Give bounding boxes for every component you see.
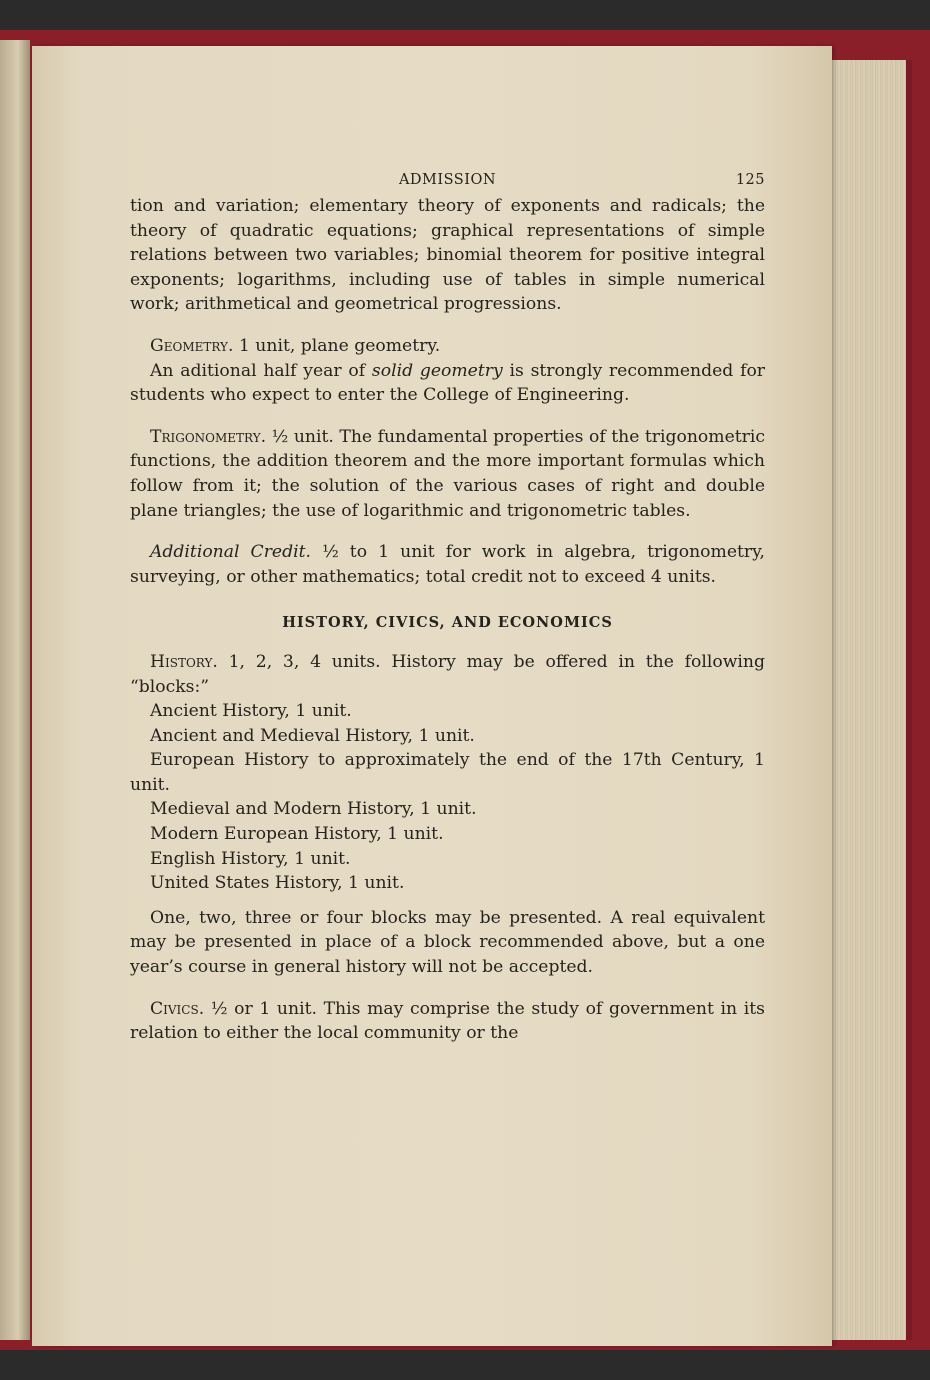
history-block: European History to approximately the end of the 17th Century, 1 unit. [130, 750, 765, 795]
civics-paragraph [130, 997, 765, 1046]
additional-credit-text: ½ to 1 unit for work in algebra, trigonometry, surveying, or other mathematics; total credit not to exceed 4 units. [130, 542, 765, 587]
geometry-note-paragraph [130, 359, 765, 408]
additional-credit-paragraph [130, 540, 765, 589]
page-fore-edge [826, 60, 912, 1340]
geometry-heading: Geometry. [150, 335, 234, 356]
page-number: 125 [735, 172, 765, 188]
history-block: United States History, 1 unit. [150, 873, 405, 894]
geometry-text: 1 unit, plane geometry. [238, 335, 441, 356]
history-block: English History, 1 unit. [150, 848, 351, 869]
additional-credit-heading: Additional Credit. [150, 542, 311, 563]
history-block: Modern European History, 1 unit. [150, 824, 444, 845]
geometry-note-b: is strongly recommended for students who expect to enter the College of Engineering. [130, 360, 766, 406]
trigonometry-heading: Trigonometry. [150, 426, 267, 447]
history-text: 1, 2, 3, 4 units. History may be offered in the following “blocks:” [130, 651, 765, 697]
history-heading: History. [150, 651, 218, 672]
algebra-continued-paragraph: tion and variation; elementary theory of exponents and radicals; the theory of quadratic equations; graphical representations of simple relations between two variables; binomial theorem for positive integral exponents; logarithms, including use of tables in simple numerical work; arithmetical and geometrical progressions. [130, 196, 765, 315]
geometry-note-emphasis: solid geometry [371, 360, 503, 381]
history-note-paragraph: One, two, three or four blocks may be presented. A real equivalent may be presented in place of a block recommended above, but a one year’s course in general history will not be accepted. [130, 907, 765, 978]
running-head [130, 168, 765, 194]
trigonometry-paragraph [130, 425, 765, 523]
history-block: Medieval and Modern History, 1 unit. [150, 799, 477, 820]
civics-text: ½ or 1 unit. This may comprise the study of government in its relation to either the local community or the [130, 998, 765, 1044]
section-title: HISTORY, CIVICS, AND ECONOMICS [282, 614, 613, 632]
geometry-paragraph [130, 334, 765, 359]
running-head-title: ADMISSION [398, 172, 497, 188]
geometry-note-a: An aditional half year of [150, 360, 366, 381]
civics-heading: Civics. [150, 998, 205, 1019]
page-text [130, 168, 765, 1046]
trigonometry-text: ½ unit. The fundamental properties of the trigonometric functions, the addition theorem and the more important formulas which follow from it; the solution of the various cases of right and double plane triangles; the use of logarithmic and trigonometric tables. [130, 426, 765, 521]
history-block: Ancient and Medieval History, 1 unit. [150, 725, 475, 746]
history-block: Ancient History, 1 unit. [150, 701, 352, 722]
history-paragraph [130, 650, 765, 699]
left-page-edge [0, 40, 30, 1340]
